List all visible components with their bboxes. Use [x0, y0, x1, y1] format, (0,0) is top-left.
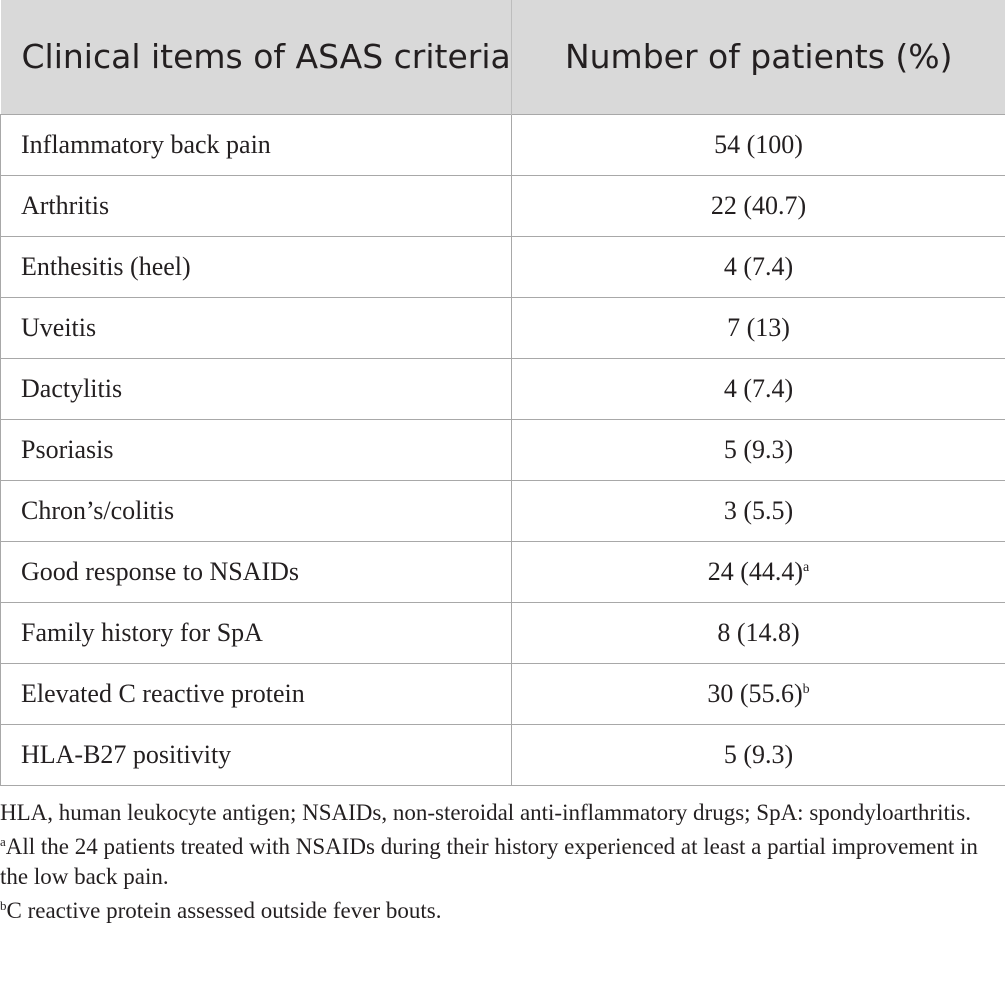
patient-count-cell [512, 237, 1005, 298]
patient-count-value: 5 (9.3) [723, 435, 794, 464]
footnote-b [0, 896, 1000, 926]
footnote-marker: a [803, 560, 810, 575]
criteria-item-cell: Good response to NSAIDs [1, 542, 512, 603]
patient-count-value: 30 (55.6) [707, 679, 803, 708]
header-number-of-patients: Number of patients (%) [512, 0, 1005, 115]
criteria-item-cell: Inflammatory back pain [1, 115, 512, 176]
patient-count-cell [512, 115, 1005, 176]
footnote-a-text: All the 24 patients treated with NSAIDs during their history experienced at least a partial improvement in the low back pain. [0, 834, 978, 889]
criteria-item-cell: Dactylitis [1, 359, 512, 420]
table-footnotes [0, 798, 1000, 930]
patient-count-cell [512, 725, 1005, 786]
table-row [1, 359, 1005, 420]
footnote-b-text: C reactive protein assessed outside fever bouts. [6, 898, 442, 923]
patient-count-value: 5 (9.3) [723, 740, 794, 769]
patient-count-value: 4 (7.4) [723, 374, 794, 403]
criteria-item-cell: Enthesitis (heel) [1, 237, 512, 298]
patient-count-value: 3 (5.5) [723, 496, 794, 525]
table-row [1, 664, 1005, 725]
patient-count-cell [512, 420, 1005, 481]
table-row [1, 237, 1005, 298]
patient-count-cell [512, 176, 1005, 237]
patient-count-cell [512, 481, 1005, 542]
patient-count-cell [512, 664, 1005, 725]
criteria-item-cell: Uveitis [1, 298, 512, 359]
patient-count-cell [512, 359, 1005, 420]
table-row [1, 420, 1005, 481]
table-row [1, 725, 1005, 786]
footnote-a [0, 832, 1000, 892]
header-row [1, 0, 1005, 115]
table-row [1, 298, 1005, 359]
criteria-item-cell: Elevated C reactive protein [1, 664, 512, 725]
table-row [1, 542, 1005, 603]
criteria-item-cell: Psoriasis [1, 420, 512, 481]
patient-count-cell [512, 298, 1005, 359]
table-row [1, 481, 1005, 542]
footnote-marker: b [802, 682, 810, 697]
patient-count-cell [512, 542, 1005, 603]
table-row [1, 176, 1005, 237]
criteria-item-cell: HLA-B27 positivity [1, 725, 512, 786]
table-row [1, 603, 1005, 664]
footnote-b-marker: b [0, 898, 7, 913]
patient-count-value: 8 (14.8) [717, 618, 800, 647]
patient-count-value: 54 (100) [714, 130, 803, 159]
table-row [1, 115, 1005, 176]
patient-count-cell [512, 603, 1005, 664]
header-clinical-items: Clinical items of ASAS criteria [1, 0, 512, 115]
table-body [1, 115, 1005, 786]
patient-count-value: 7 (13) [727, 313, 790, 342]
footnote-a-marker: a [0, 834, 6, 849]
abbreviations-note: HLA, human leukocyte antigen; NSAIDs, non-steroidal anti-inflammatory drugs; SpA: spondyloarthritis. [0, 800, 971, 825]
criteria-item-cell: Family history for SpA [1, 603, 512, 664]
criteria-item-cell: Chron’s/colitis [1, 481, 512, 542]
patient-count-value: 24 (44.4) [707, 557, 804, 586]
patient-count-value: 22 (40.7) [710, 191, 807, 220]
criteria-item-cell: Arthritis [1, 176, 512, 237]
patient-count-value: 4 (7.4) [723, 252, 794, 281]
